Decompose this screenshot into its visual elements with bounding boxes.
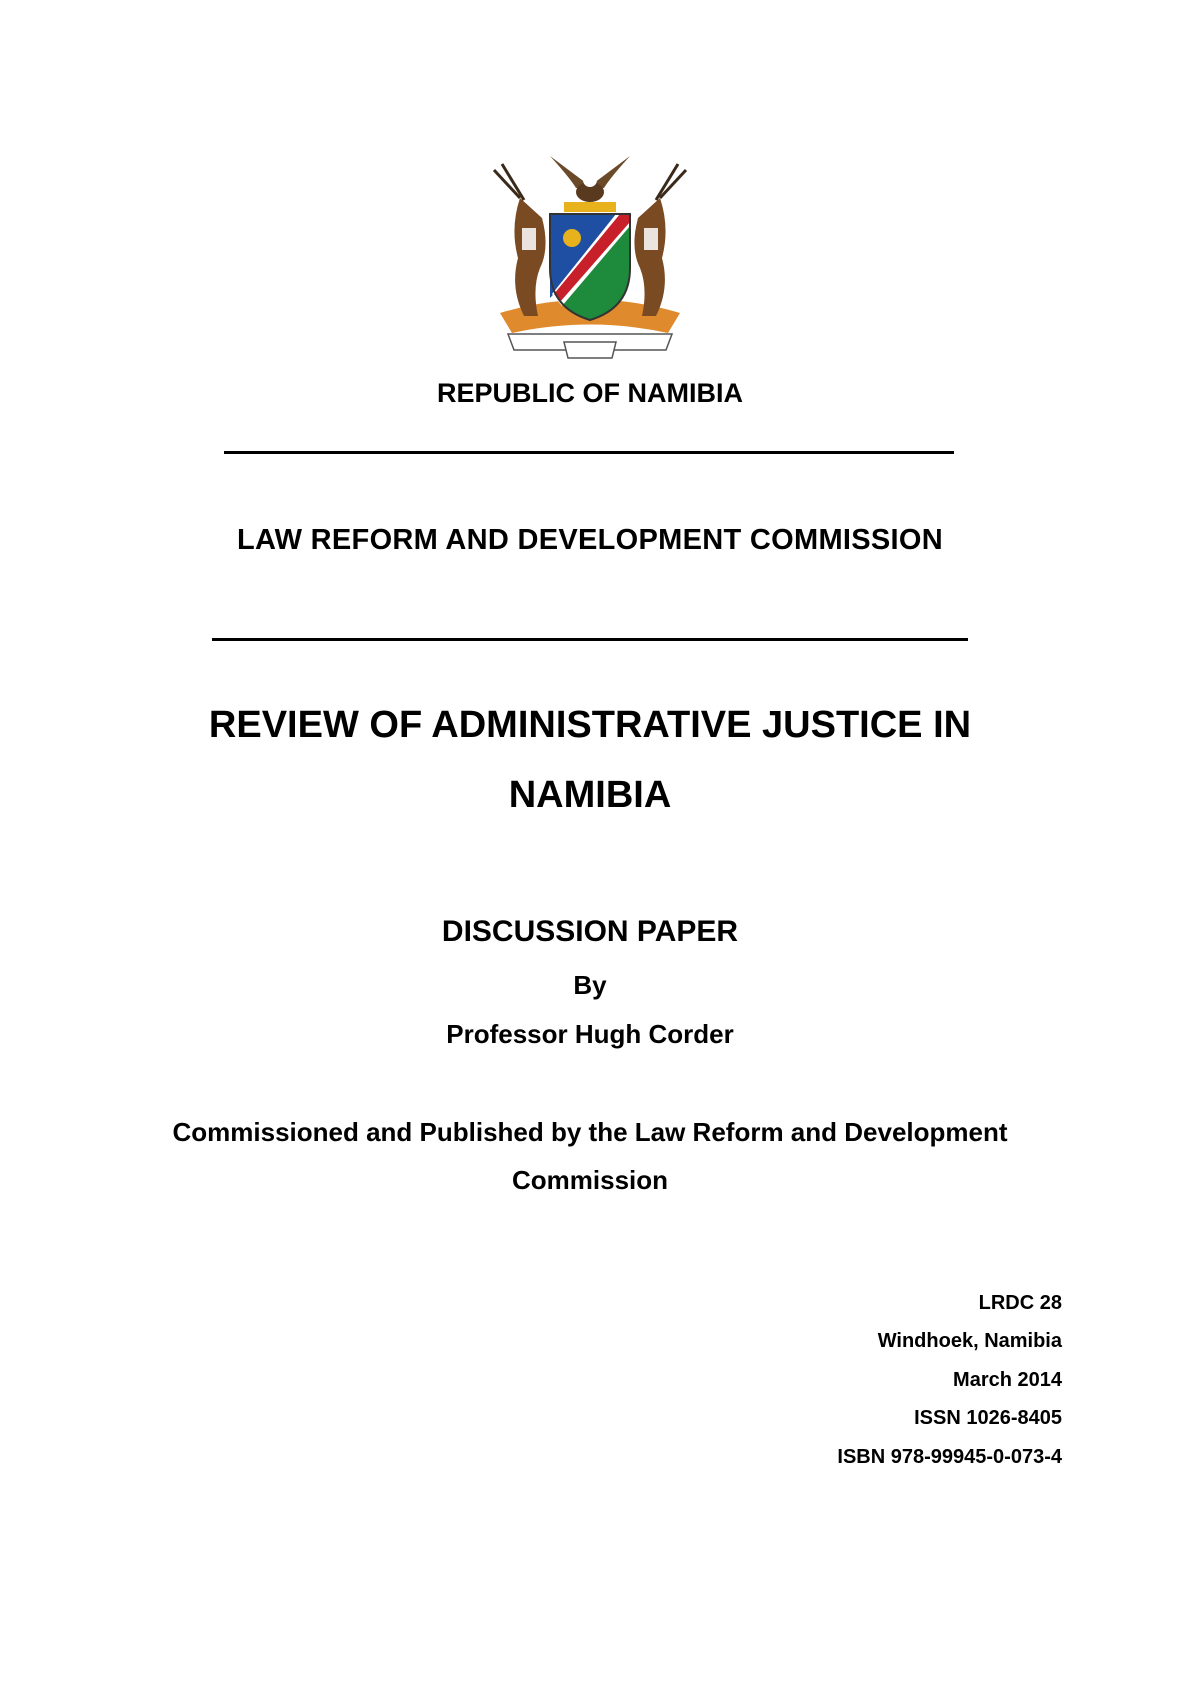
publication-date: March 2014	[953, 1369, 1062, 1391]
divider-line-bottom	[212, 638, 968, 641]
report-code: LRDC 28	[978, 1292, 1062, 1314]
issn-number: ISSN 1026-8405	[914, 1407, 1062, 1429]
publisher-line-1: Commissioned and Published by the Law Reform and Development	[172, 1117, 1008, 1147]
country-heading: REPUBLIC OF NAMIBIA	[437, 378, 743, 408]
author-name: Professor Hugh Corder	[446, 1019, 734, 1049]
document-title-line-1: REVIEW OF ADMINISTRATIVE JUSTICE IN	[208, 704, 972, 746]
by-label: By	[573, 970, 607, 1000]
publisher-line-2: Commission	[511, 1165, 669, 1195]
commission-heading: LAW REFORM AND DEVELOPMENT COMMISSION	[236, 524, 944, 556]
coat-of-arms-emblem	[480, 148, 700, 360]
document-type: DISCUSSION PAPER	[441, 915, 739, 948]
document-title-line-2: NAMIBIA	[508, 774, 672, 816]
isbn-number: ISBN 978-99945-0-073-4	[837, 1446, 1062, 1468]
divider-line-top	[224, 451, 954, 454]
publication-place: Windhoek, Namibia	[877, 1330, 1062, 1352]
